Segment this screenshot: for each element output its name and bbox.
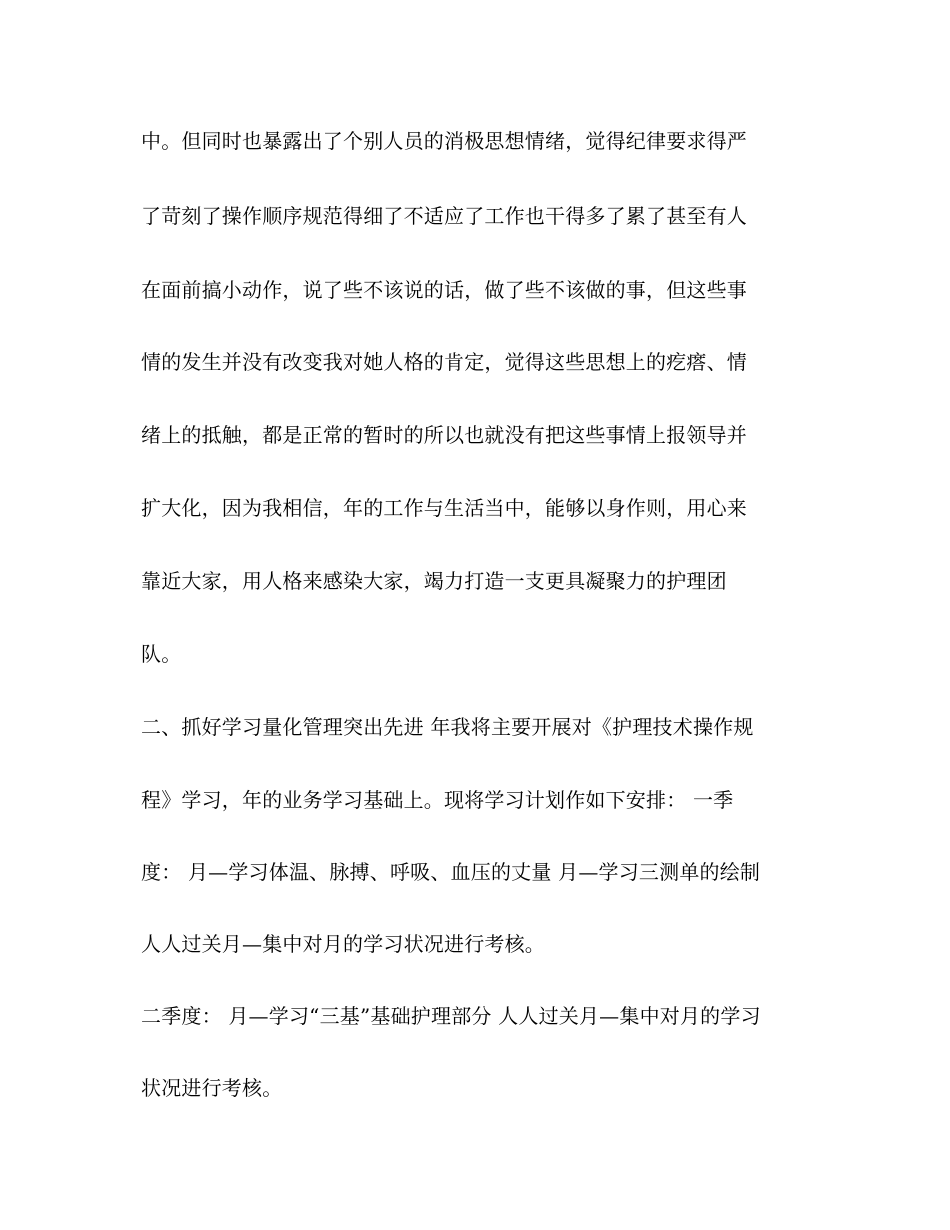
text-line: 队。 [141, 642, 182, 666]
text-line: 状况进行考核。 [141, 1076, 283, 1100]
text-line: 程》学习，年的业务学习基础上。现将学习计划作如下安排： 一季 [141, 788, 734, 812]
text-line: 靠近大家，用人格来感染大家，竭力打造一支更具凝聚力的护理团 [141, 569, 727, 593]
text-line: 度： 月—学习体温、脉搏、呼吸、血压的丈量 月—学习三测单的绘制 [141, 860, 761, 884]
text-line: 二季度： 月—学习“三基”基础护理部分 人人过关月—集中对月的学习 [141, 1004, 761, 1028]
text-line: 情的发生并没有改变我对她人格的肯定，觉得这些思想上的疙瘩、情 [141, 350, 747, 374]
text-line: 人人过关月—集中对月的学习状况进行考核。 [141, 932, 545, 956]
text-line: 二、抓好学习量化管理突出先进 年我将主要开展对《护理技术操作规 [141, 715, 754, 739]
text-line: 在面前搞小动作，说了些不该说的话，做了些不该做的事，但这些事 [141, 278, 747, 302]
text-line: 绪上的抵触，都是正常的暂时的所以也就没有把这些事情上报领导并 [141, 423, 747, 447]
text-line: 中。但同时也暴露出了个别人员的消极思想情绪，觉得纪律要求得严 [141, 129, 747, 153]
text-line: 了苛刻了操作顺序规范得细了不适应了工作也干得多了累了甚至有人 [141, 204, 747, 228]
text-line: 扩大化，因为我相信，年的工作与生活当中，能够以身作则，用心来 [141, 496, 747, 520]
